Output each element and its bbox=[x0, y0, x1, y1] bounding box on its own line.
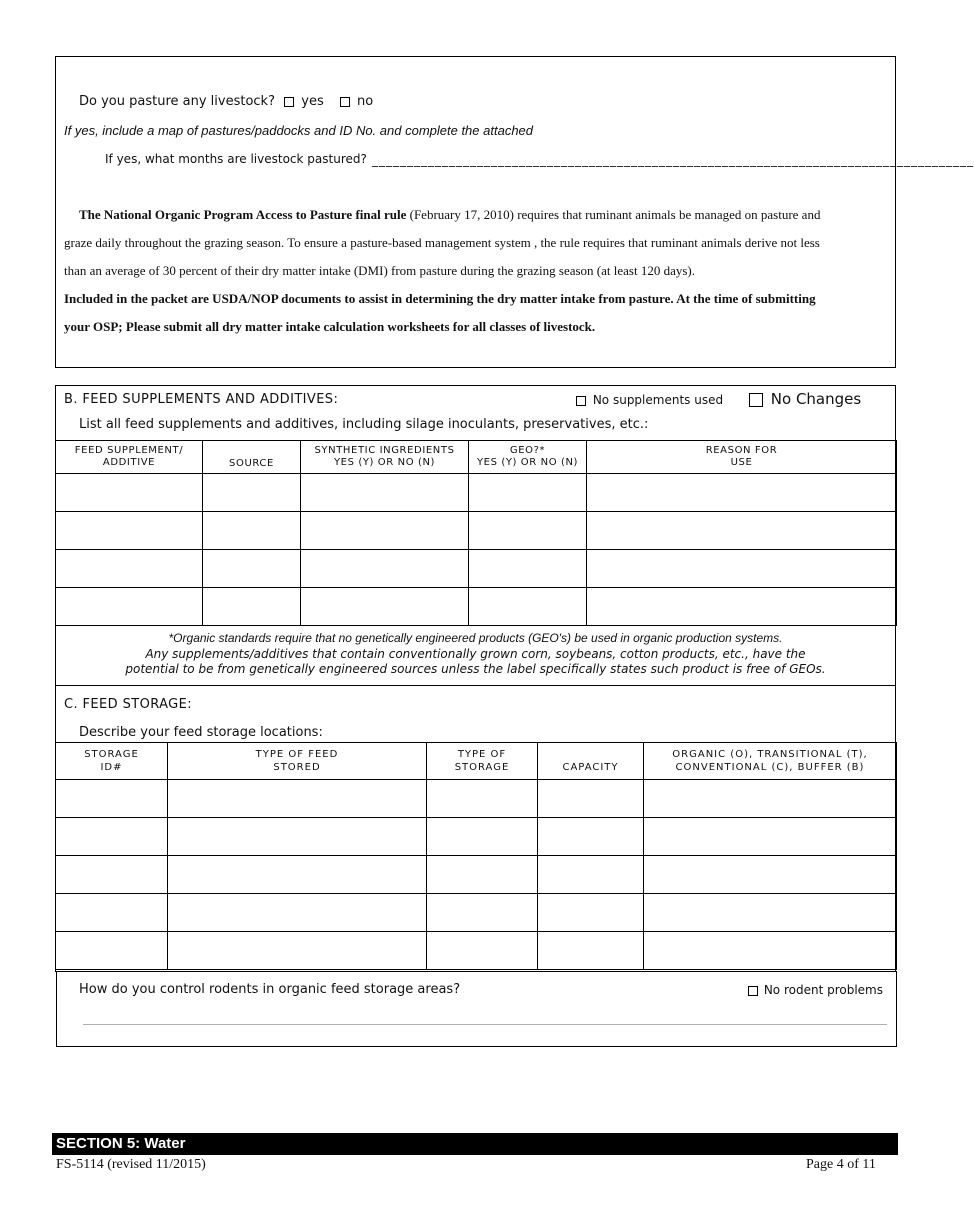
table-row bbox=[56, 932, 897, 970]
table-row bbox=[56, 512, 897, 550]
supplements-table bbox=[55, 440, 897, 626]
table-cell[interactable] bbox=[644, 780, 897, 818]
table-cell[interactable] bbox=[301, 550, 469, 588]
pasture-no-label: no bbox=[357, 94, 374, 109]
rule-line-1-text: (February 17, 2010) requires that ruminant animals be managed on pasture and bbox=[406, 207, 821, 222]
rodent-answer-line[interactable] bbox=[83, 1024, 887, 1025]
table-cell[interactable] bbox=[538, 932, 644, 970]
table-row bbox=[56, 780, 897, 818]
table-row bbox=[56, 856, 897, 894]
table-cell[interactable] bbox=[587, 550, 897, 588]
table-cell[interactable] bbox=[301, 588, 469, 626]
table-row bbox=[56, 894, 897, 932]
rule-line-1 bbox=[79, 201, 820, 229]
footnote-line-3: potential to be from genetically engineered sources unless the label specifically states such product is free of GEOs. bbox=[125, 662, 826, 676]
table-cell[interactable] bbox=[427, 894, 538, 932]
months-question: If yes, what months are livestock pastured? bbox=[105, 152, 367, 166]
packet-line-1: Included in the packet are USDA/NOP documents to assist in determining the dry matter intake from pasture. At the time of submitting bbox=[64, 291, 816, 306]
table-row bbox=[56, 588, 897, 626]
col-feed-type: TYPE OF FEED STORED bbox=[168, 743, 427, 780]
table-cell[interactable] bbox=[168, 818, 427, 856]
table-cell[interactable] bbox=[56, 474, 203, 512]
no-changes-option bbox=[749, 390, 861, 408]
no-rodent-option bbox=[748, 983, 883, 997]
table-cell[interactable] bbox=[587, 474, 897, 512]
no-supplements-checkbox[interactable] bbox=[576, 396, 586, 406]
pasture-question-row bbox=[79, 94, 373, 109]
table-cell[interactable] bbox=[587, 588, 897, 626]
table-cell[interactable] bbox=[56, 818, 168, 856]
table-cell[interactable] bbox=[644, 894, 897, 932]
col-storage-id: STORAGE ID# bbox=[56, 743, 168, 780]
col-capacity: CAPACITY bbox=[538, 743, 644, 780]
table-cell[interactable] bbox=[538, 894, 644, 932]
supplements-header-row bbox=[56, 441, 897, 474]
no-rodent-label: No rodent problems bbox=[763, 983, 884, 997]
page-number: Page 4 of 11 bbox=[806, 1157, 876, 1172]
col-geo: GEO?* YES (Y) OR NO (N) bbox=[469, 441, 587, 474]
table-row bbox=[56, 550, 897, 588]
table-cell[interactable] bbox=[644, 932, 897, 970]
geo-footnote bbox=[56, 631, 895, 678]
section5-header bbox=[52, 1133, 898, 1155]
rule-title: The National Organic Program Access to Pasture final rule bbox=[79, 207, 407, 222]
table-cell[interactable] bbox=[301, 474, 469, 512]
table-cell[interactable] bbox=[168, 856, 427, 894]
table-cell[interactable] bbox=[427, 856, 538, 894]
table-cell[interactable] bbox=[644, 856, 897, 894]
no-changes-checkbox[interactable] bbox=[749, 393, 763, 407]
no-supplements-label: No supplements used bbox=[592, 393, 724, 407]
table-cell[interactable] bbox=[56, 932, 168, 970]
table-cell[interactable] bbox=[168, 932, 427, 970]
table-cell[interactable] bbox=[587, 512, 897, 550]
col-storage-type: TYPE OF STORAGE bbox=[427, 743, 538, 780]
col-feed-supplement: FEED SUPPLEMENT/ ADDITIVE bbox=[56, 441, 203, 474]
table-row bbox=[56, 474, 897, 512]
storage-instruction: Describe your feed storage locations: bbox=[79, 725, 323, 740]
storage-heading: C. FEED STORAGE: bbox=[64, 697, 193, 712]
table-cell[interactable] bbox=[427, 780, 538, 818]
col-reason: REASON FOR USE bbox=[587, 441, 897, 474]
table-cell[interactable] bbox=[538, 856, 644, 894]
table-cell[interactable] bbox=[203, 512, 301, 550]
footnote-line-1: *Organic standards require that no genetically engineered products (GEO's) be used in organic production systems. bbox=[168, 631, 783, 645]
form-id: FS-5114 (revised 11/2015) bbox=[56, 1157, 206, 1172]
no-supplements-option bbox=[576, 393, 723, 407]
map-instruction: If yes, include a map of pastures/paddocks and ID No. and complete the attached bbox=[64, 123, 534, 138]
no-changes-label: No Changes bbox=[770, 390, 862, 408]
table-cell[interactable] bbox=[56, 894, 168, 932]
rule-line-2: graze daily throughout the grazing season. To ensure a pasture-based management system , the rule requires that ruminant animals derive not less bbox=[64, 235, 820, 250]
col-status: ORGANIC (O), TRANSITIONAL (T), CONVENTIONAL (C), BUFFER (B) bbox=[644, 743, 897, 780]
rule-line-3: than an average of 30 percent of their dry matter intake (DMI) from pasture during the grazing season (at least 120 days). bbox=[64, 263, 695, 278]
table-cell[interactable] bbox=[427, 932, 538, 970]
table-cell[interactable] bbox=[203, 588, 301, 626]
table-row bbox=[56, 818, 897, 856]
supplements-heading: B. FEED SUPPLEMENTS AND ADDITIVES: bbox=[64, 392, 339, 407]
table-cell[interactable] bbox=[538, 780, 644, 818]
table-cell[interactable] bbox=[56, 512, 203, 550]
pasture-yes-label: yes bbox=[301, 94, 324, 109]
section5-title: SECTION 5: Water bbox=[56, 1135, 186, 1152]
table-cell[interactable] bbox=[56, 588, 203, 626]
divider bbox=[55, 685, 896, 686]
pasture-no-checkbox[interactable] bbox=[340, 97, 350, 107]
table-cell[interactable] bbox=[644, 818, 897, 856]
table-cell[interactable] bbox=[469, 550, 587, 588]
col-source: SOURCE bbox=[203, 441, 301, 474]
months-answer-field[interactable]: ______________________________________________________________________________________ bbox=[372, 153, 974, 167]
table-cell[interactable] bbox=[56, 780, 168, 818]
storage-header-row bbox=[56, 743, 897, 780]
table-cell[interactable] bbox=[469, 474, 587, 512]
col-synthetic: SYNTHETIC INGREDIENTS YES (Y) OR NO (N) bbox=[301, 441, 469, 474]
table-cell[interactable] bbox=[469, 512, 587, 550]
table-cell[interactable] bbox=[203, 474, 301, 512]
no-rodent-checkbox[interactable] bbox=[748, 986, 758, 996]
table-cell[interactable] bbox=[301, 512, 469, 550]
pasture-yes-checkbox[interactable] bbox=[284, 97, 294, 107]
table-cell[interactable] bbox=[56, 550, 203, 588]
supplements-instruction: List all feed supplements and additives, including silage inoculants, preservatives, etc.: bbox=[79, 417, 649, 432]
table-cell[interactable] bbox=[168, 780, 427, 818]
footnote-line-2: Any supplements/additives that contain conventionally grown corn, soybeans, cotton products, etc., have the bbox=[145, 646, 806, 661]
table-cell[interactable] bbox=[56, 856, 168, 894]
table-cell[interactable] bbox=[203, 550, 301, 588]
table-cell[interactable] bbox=[469, 588, 587, 626]
pasture-question: Do you pasture any livestock? bbox=[79, 94, 275, 109]
packet-line-2: your OSP; Please submit all dry matter intake calculation worksheets for all classes of livestock. bbox=[64, 319, 596, 334]
table-cell[interactable] bbox=[168, 894, 427, 932]
table-cell[interactable] bbox=[538, 818, 644, 856]
table-cell[interactable] bbox=[427, 818, 538, 856]
rodent-question: How do you control rodents in organic feed storage areas? bbox=[79, 982, 461, 997]
storage-table bbox=[55, 742, 897, 970]
